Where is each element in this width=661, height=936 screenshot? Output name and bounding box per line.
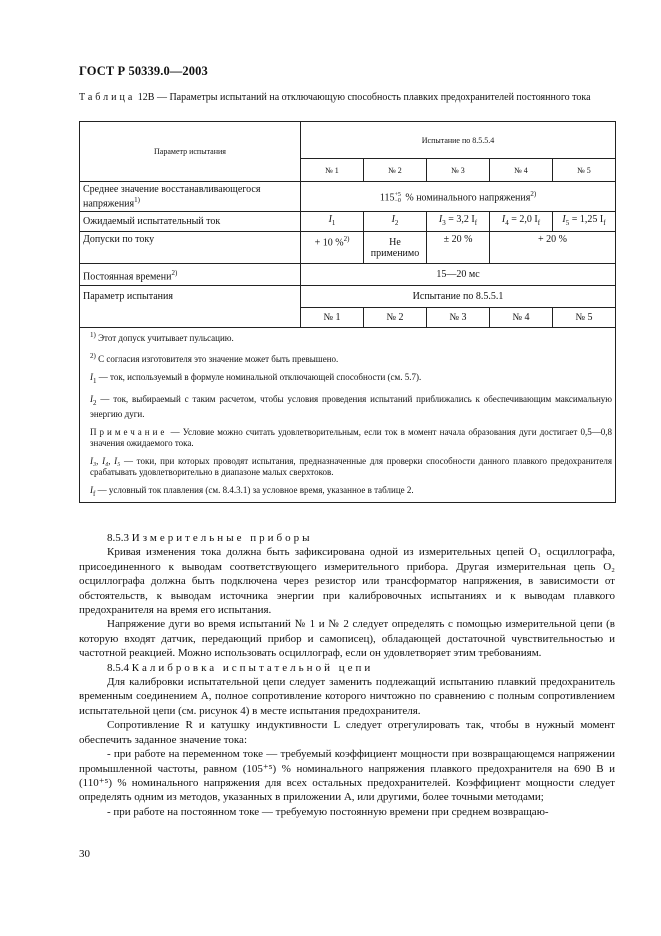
note-text: — токи, при которых проводят испытания, предназначенные для проверки способности данного плавкого предохранителя срабатывать удовлетворительно в диапазоне малых сверхтоков. xyxy=(90,455,612,477)
current-cell-3 xyxy=(427,212,490,232)
footnote-ref: 2) xyxy=(343,235,350,244)
table-caption-label: Таблица xyxy=(79,92,136,103)
current-sub: f xyxy=(474,219,478,228)
paragraph: - при работе на переменном токе — требуемый коэффициент мощности при возвращающемся напряжении промышленной частоты, равном (105⁺⁵) % номинального напряжения плавкого предохранителя на 690 В и (110⁺⁵) % номинального напряжения для всех остальных предохранителей. Коэффициент мощности следует определять одним из методов, указанных в приложении А, или другими, более точными методами; xyxy=(79,748,615,804)
symbol: I xyxy=(90,484,93,495)
col-header: № 2 xyxy=(364,159,427,182)
current-symbol: I xyxy=(391,214,395,226)
voltage-label-text: Среднее значение восстанавливающегося напряжения xyxy=(83,184,261,210)
note-text: — ток, выбираемый с таким расчетом, чтобы условия проведения испытаний приближались к обеспечивающим максимальную энергию дуги. xyxy=(90,394,612,419)
current-cell-5 xyxy=(553,212,616,232)
body-text xyxy=(79,531,615,819)
note-text: С согласия изготовителя это значение может быть превышено. xyxy=(98,354,339,365)
paragraph: Сопротивление R и катушку индуктивности L следует отрегулировать так, чтобы в нужный момент обеспечить заданное значение тока: xyxy=(79,719,615,746)
current-sub: 3 xyxy=(442,219,446,228)
section-title: Калибровка испытательной цепи xyxy=(131,661,374,674)
current-cell-1 xyxy=(301,212,364,232)
current-sub: f xyxy=(537,219,541,228)
section-854-heading xyxy=(79,661,615,675)
note-text: — ток, используемый в формуле номинальной отключающей способности (см. 5.7). xyxy=(98,372,422,383)
tol-cell-1 xyxy=(301,232,364,264)
symbol-sub: f xyxy=(93,489,96,498)
section-853-heading xyxy=(79,531,615,545)
tol-cell-3: ± 20 % xyxy=(427,232,490,264)
note-i2 xyxy=(83,394,612,420)
document-code: ГОСТ Р 50339.0—2003 xyxy=(79,64,208,78)
col-header: № 4 xyxy=(490,159,553,182)
test-header-cell: Испытание по 8.5.5.4 xyxy=(301,122,616,159)
footnote-ref: 2) xyxy=(530,190,537,199)
current-eq: = 2,0 I xyxy=(511,214,538,226)
col-header: № 1 xyxy=(301,308,364,328)
current-cell-2 xyxy=(364,212,427,232)
table-caption xyxy=(79,92,614,104)
note-text: — Условие можно считать удовлетворительным, если ток в момент начала образования дуги достигает 0,5—0,8 значения ожидаемого тока. xyxy=(90,426,613,448)
symbol: I₃, I₄, I₅ xyxy=(90,455,121,466)
tolerance-row-label: Допуски по току xyxy=(80,232,301,264)
tol-up: +5 xyxy=(394,192,401,199)
note-1 xyxy=(83,330,612,344)
test-parameters-table xyxy=(79,121,616,503)
tol-value: применимо xyxy=(370,247,420,259)
table-caption-text: 12В — Параметры испытаний на отключающую способность плавких предохранителей постоянного тока xyxy=(137,92,591,103)
paragraph: Напряжение дуги во время испытаний № 1 и № 2 следует определять с помощью измерительной цепи (в которую входят датчик, передающий прибор и самописец), обладающей достаточной чувствительностью и частотной реакцией. Можно использовать осциллограф, если он удовлетворяет этим требованиям. xyxy=(79,618,615,660)
voltage-row-label xyxy=(80,182,301,212)
col-header: № 5 xyxy=(553,159,616,182)
voltage-text: % номинального напряжения xyxy=(405,192,531,204)
current-sub: 5 xyxy=(565,219,570,228)
footnote-ref: 2) xyxy=(171,268,178,277)
symbol-sub: 1 xyxy=(93,377,97,386)
current-symbol: I xyxy=(562,214,566,226)
current-sub: 2 xyxy=(394,219,399,228)
col-header: № 3 xyxy=(427,308,490,328)
section-number: 8.5.3 xyxy=(107,532,129,544)
current-sub: 4 xyxy=(505,219,509,228)
note-primechanie xyxy=(83,427,612,449)
footnote-mark: 1) xyxy=(90,331,96,340)
param-header-cell: Параметр испытания xyxy=(80,122,301,182)
tol-down: −0 xyxy=(394,198,401,205)
page-number: 30 xyxy=(79,848,90,860)
current-symbol: I xyxy=(438,214,443,226)
symbol-sub: 2 xyxy=(93,398,97,407)
paragraph: Для калибровки испытательной цепи следует заменить подлежащий испытанию плавкий предохранитель временным соединением A, полное сопротивление которого ничтожно по сравнению с полным сопротивлением испытательной цепи (см. рисунок 4) в месте испытания предохранителя. xyxy=(79,676,615,717)
col-header: № 2 xyxy=(364,308,427,328)
footnote-ref: 1) xyxy=(134,196,140,204)
table-notes xyxy=(80,328,616,502)
col-header: № 4 xyxy=(490,308,553,328)
section-number: 8.5.4 xyxy=(107,661,129,674)
test2-header: Испытание по 8.5.5.1 xyxy=(301,286,616,308)
current-cell-4 xyxy=(490,212,553,232)
current-row-label: Ожидаемый испытательный ток xyxy=(80,212,301,232)
note-if xyxy=(83,485,612,500)
current-symbol: I xyxy=(328,214,332,226)
current-symbol: I xyxy=(501,214,506,226)
section-title: Измерительные приборы xyxy=(131,532,313,544)
current-eq: = 1,25 I xyxy=(571,214,604,226)
symbol: I xyxy=(90,394,93,405)
time-value: 15—20 мс xyxy=(301,264,616,286)
tol-value: Не xyxy=(389,236,401,248)
time-row-label xyxy=(80,264,301,286)
note-text: Этот допуск учитывает пульсацию. xyxy=(98,333,234,344)
current-sub: f xyxy=(603,219,606,228)
note-i1 xyxy=(83,372,612,387)
voltage-value xyxy=(301,182,616,212)
symbol: I xyxy=(90,372,93,383)
col-header: № 1 xyxy=(301,159,364,182)
tol-cell-45: + 20 % xyxy=(490,232,616,264)
paragraph: Кривая изменения тока должна быть зафиксирована одной из измерительных цепей O₁ осциллографа, присоединенного к выводам соответствующего измерительного прибора. Другая измерительная цепь O₂ осциллографа должна быть подключена через резистор или трансформатор напряжения, в зависимости от обстоятельств, к выводам источника энергии при калибровочных испытаниях и к выводам плавкого предохранителя на время его испытания. xyxy=(79,546,615,617)
tol-value: + 10 % xyxy=(314,237,344,249)
current-eq: = 3,2 I xyxy=(448,214,475,226)
note-i345 xyxy=(83,456,612,478)
note-2 xyxy=(83,351,612,365)
note-label: Примечание xyxy=(90,426,168,437)
col-header: № 5 xyxy=(553,308,616,328)
voltage-base: 115 xyxy=(379,192,395,204)
tol-cell-2 xyxy=(364,232,427,264)
paragraph: - при работе на постоянном токе — требуемую постоянную времени при среднем возвращаю- xyxy=(107,805,549,818)
param2-label: Параметр испытания xyxy=(80,286,301,328)
footnote-mark: 2) xyxy=(90,352,96,361)
col-header: № 3 xyxy=(427,159,490,182)
time-label-text: Постоянная времени xyxy=(83,270,172,282)
current-sub: 1 xyxy=(331,219,336,228)
note-text: — условный ток плавления (см. 8.4.3.1) за условное время, указанное в таблице 2. xyxy=(97,484,414,495)
